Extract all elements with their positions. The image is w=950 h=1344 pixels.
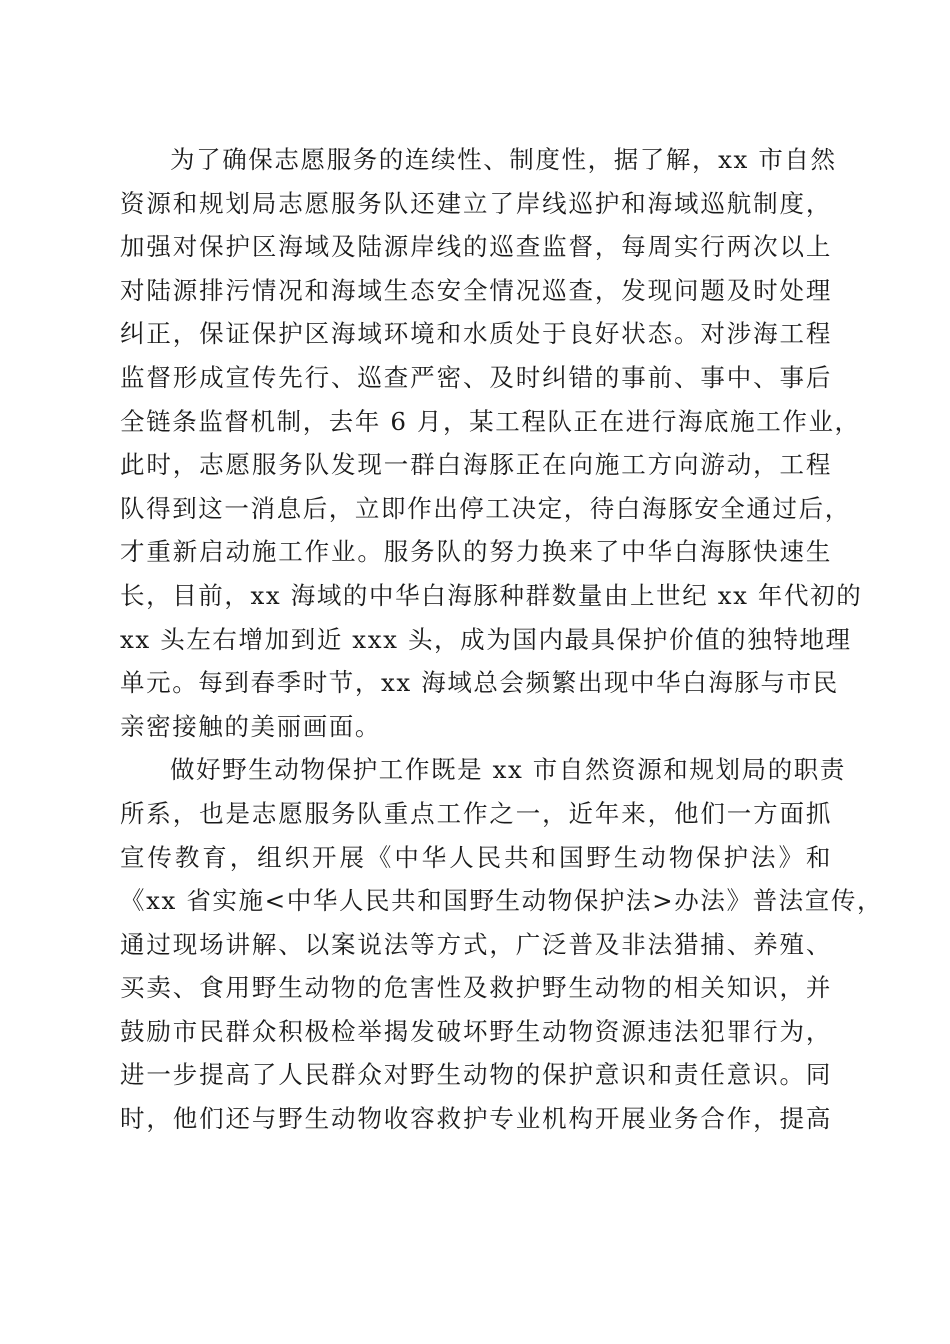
text-line: 所系，也是志愿服务队重点工作之一，近年来，他们一方面抓: [120, 798, 832, 828]
text-line: 亲密接触的美丽画面。: [120, 711, 381, 741]
text-line: 长，目前，xx 海域的中华白海豚种群数量由上世纪 xx 年代初的: [120, 580, 863, 610]
paragraph-2: [120, 748, 884, 1140]
text-line: 纠正，保证保护区海域环境和水质处于良好状态。对涉海工程: [120, 319, 832, 349]
paragraph-1: [120, 138, 863, 748]
text-line: 此时，志愿服务队发现一群白海豚正在向施工方向游动，工程: [120, 450, 832, 480]
text-line: 单元。每到春季时节，xx 海域总会频繁出现中华白海豚与市民: [120, 668, 839, 698]
text-line: xx 头左右增加到近 xxx 头，成为国内最具保护价值的独特地理: [120, 624, 852, 654]
text-line: 买卖、食用野生动物的危害性及救护野生动物的相关知识，并: [120, 973, 832, 1003]
text-line: 通过现场讲解、以案说法等方式，广泛普及非法猎捕、养殖、: [120, 929, 832, 959]
text-line: 鼓励市民群众积极检举揭发破坏野生动物资源违法犯罪行为，: [120, 1016, 832, 1046]
text-line: 资源和规划局志愿服务队还建立了岸线巡护和海域巡航制度，: [120, 188, 832, 218]
text-line: 监督形成宣传先行、巡查严密、及时纠错的事前、事中、事后: [120, 362, 832, 392]
text-line: 为了确保志愿服务的连续性、制度性，据了解，xx 市自然: [170, 145, 837, 174]
text-line: 对陆源排污情况和海域生态安全情况巡查，发现问题及时处理: [120, 275, 832, 305]
text-line: 加强对保护区海域及陆源岸线的巡查监督，每周实行两次以上: [120, 232, 832, 262]
text-line: 进一步提高了人民群众对野生动物的保护意识和责任意识。同: [120, 1060, 832, 1090]
text-line: 才重新启动施工作业。服务队的努力换来了中华白海豚快速生: [120, 537, 832, 567]
text-line: 时，他们还与野生动物收容救护专业机构开展业务合作，提高: [120, 1104, 832, 1134]
text-line: 宣传教育，组织开展《中华人民共和国野生动物保护法》和: [120, 842, 832, 872]
text-line: 做好野生动物保护工作既是 xx 市自然资源和规划局的职责: [170, 755, 847, 785]
text-line: 全链条监督机制，去年 6 月，某工程队正在进行海底施工作业，: [120, 406, 861, 436]
document-body: [120, 138, 884, 1141]
text-line: 队得到这一消息后，立即作出停工决定，待白海豚安全通过后，: [120, 493, 851, 523]
text-line: 《xx 省实施<中华人民共和国野生动物保护法>办法》普法宣传，: [120, 886, 884, 916]
